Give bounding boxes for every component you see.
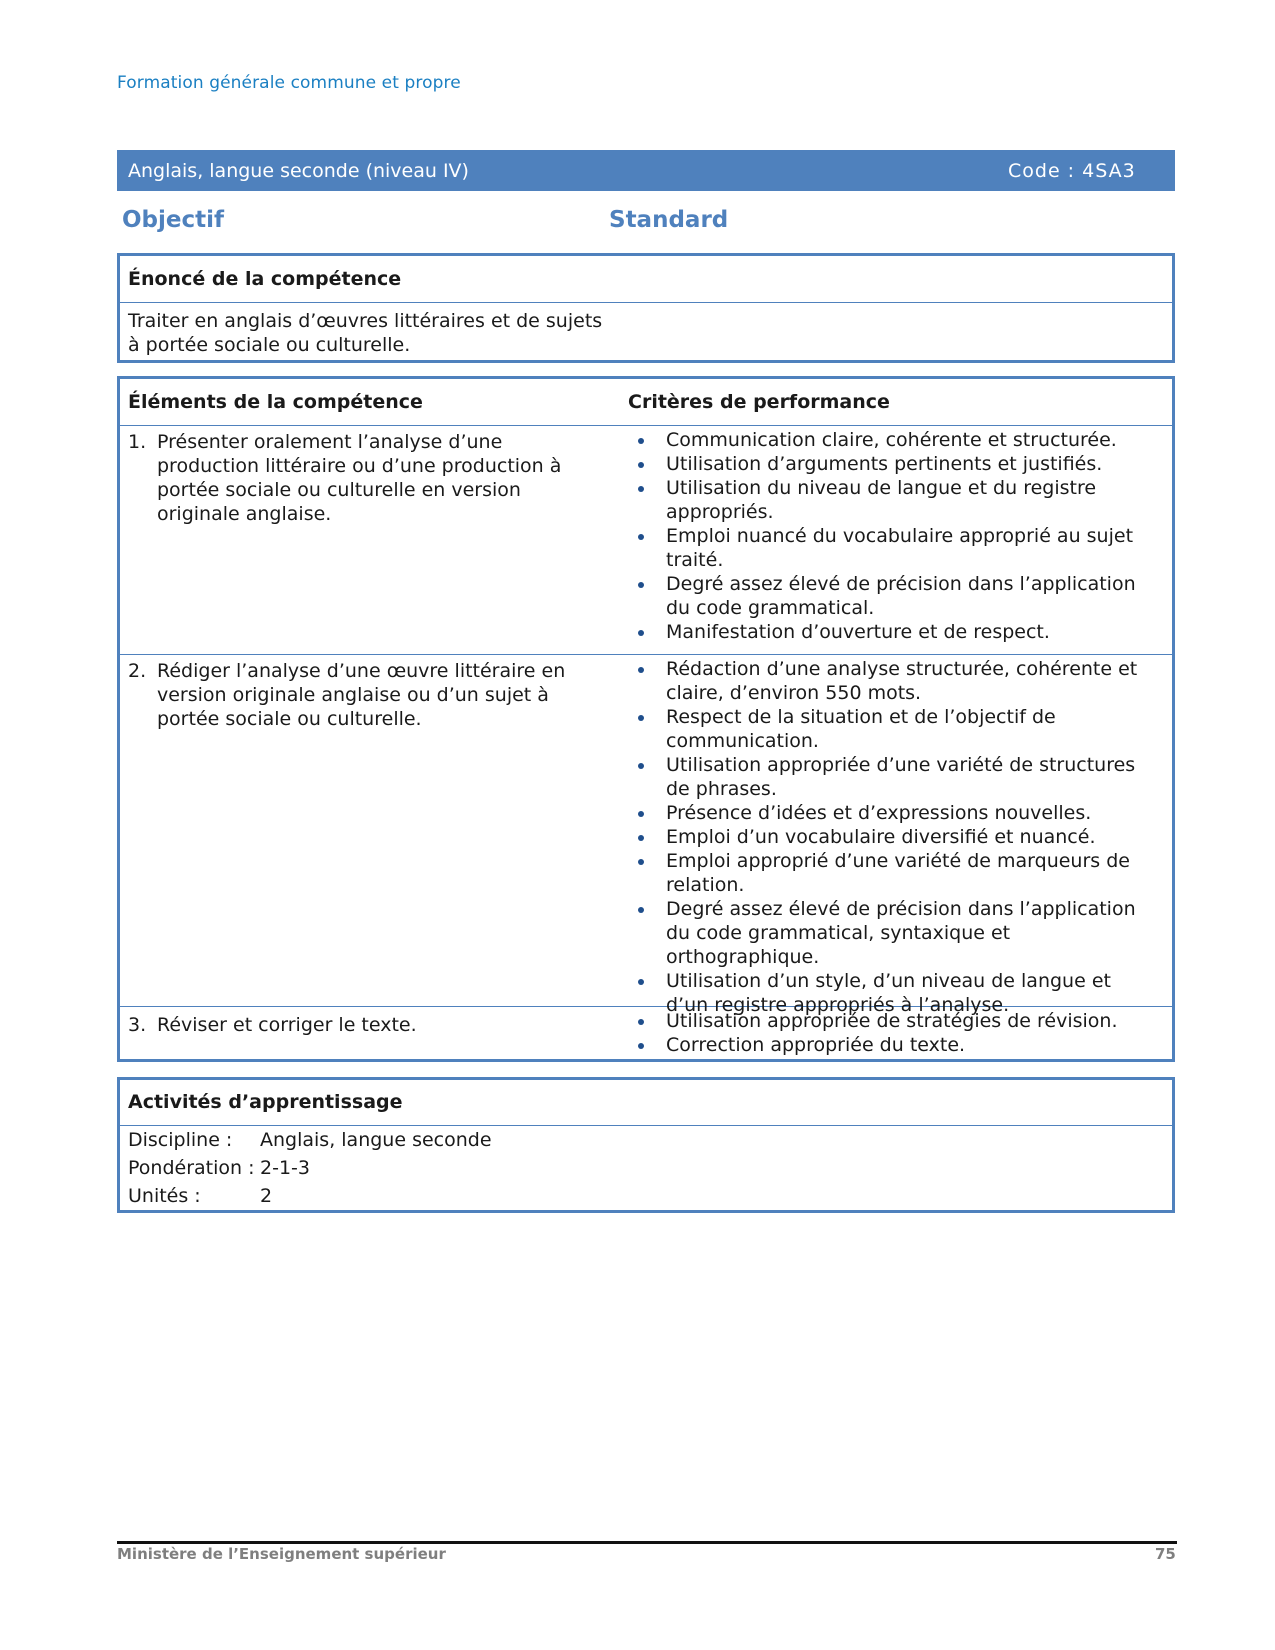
footer-divider (117, 1541, 1177, 1544)
enonce-heading: Énoncé de la compétence (120, 256, 1172, 303)
page-number: 75 (1155, 1545, 1176, 1563)
criteria-item: Utilisation appropriée de stratégies de révision. (638, 1009, 1148, 1033)
bullet-icon (638, 763, 644, 769)
element-number: 2. (128, 660, 147, 682)
element-number: 3. (128, 1014, 147, 1036)
elements-table-header (120, 379, 1172, 426)
table-row (120, 1007, 1172, 1062)
ponderation-field (128, 1154, 1172, 1182)
bullet-icon (638, 438, 644, 444)
objectif-heading: Objectif (122, 207, 225, 233)
bullet-icon (638, 715, 644, 721)
enonce-box (117, 253, 1175, 363)
criteria-item: Utilisation d’arguments pertinents et justifiés. (638, 452, 1148, 476)
field-value: Anglais, langue seconde (260, 1129, 492, 1151)
element-number: 1. (128, 431, 147, 453)
elements-table (117, 376, 1175, 1062)
field-label: Unités : (128, 1185, 201, 1207)
bullet-icon (638, 859, 644, 865)
bullet-icon (638, 462, 644, 468)
activites-fields (120, 1126, 1172, 1210)
criteria-item: Communication claire, cohérente et structurée. (638, 428, 1148, 452)
table-row (120, 655, 1172, 1016)
section-headings (117, 207, 1175, 243)
field-value: 2 (260, 1185, 273, 1207)
field-label: Discipline : (128, 1129, 233, 1151)
criteria-list (638, 657, 1148, 1017)
unites-field (128, 1182, 1172, 1210)
bullet-icon (638, 811, 644, 817)
bullet-icon (638, 630, 644, 636)
course-code: Code : 4SA3 (1008, 160, 1136, 182)
field-value: 2-1-3 (260, 1157, 310, 1179)
criteria-item: Respect de la situation et de l’objectif de communication. (638, 705, 1148, 753)
bullet-icon (638, 907, 644, 913)
element-text: Présenter oralement l’analyse d’une production littéraire ou d’une production à portée sociale ou culturelle en version originale anglaise. (157, 431, 562, 525)
discipline-field (128, 1126, 1172, 1154)
criteria-item: Utilisation d’un style, d’un niveau de langue et d’un registre appropriés à l’analyse. (638, 969, 1148, 1017)
element-cell (128, 430, 598, 526)
bullet-icon (638, 667, 644, 673)
element-text: Réviser et corriger le texte. (157, 1014, 417, 1036)
bullet-icon (638, 486, 644, 492)
criteria-item: Degré assez élevé de précision dans l’application du code grammatical, syntaxique et orthographique. (638, 897, 1148, 969)
criteria-item: Rédaction d’une analyse structurée, cohérente et claire, d’environ 550 mots. (638, 657, 1148, 705)
criteria-item: Utilisation appropriée d’une variété de structures de phrases. (638, 753, 1148, 801)
element-cell (128, 659, 598, 731)
footer-publisher: Ministère de l’Enseignement supérieur (117, 1545, 446, 1563)
element-cell (128, 1013, 598, 1037)
criteria-item: Manifestation d’ouverture et de respect. (638, 620, 1148, 644)
enonce-text: Traiter en anglais d’œuvres littéraires et de sujets à portée sociale ou culturelle. (128, 310, 603, 356)
course-title-bar (117, 150, 1175, 191)
activites-heading: Activités d’apprentissage (120, 1080, 1172, 1126)
criteria-column-heading: Critères de performance (628, 391, 890, 413)
bullet-icon (638, 979, 644, 985)
criteria-item: Emploi nuancé du vocabulaire approprié au sujet traité. (638, 524, 1148, 572)
element-text: Rédiger l’analyse d’une œuvre littéraire en version originale anglaise ou d’un sujet à portée sociale ou culturelle. (157, 660, 566, 730)
bullet-icon (638, 1019, 644, 1025)
criteria-item: Présence d’idées et d’expressions nouvelles. (638, 801, 1148, 825)
criteria-item: Emploi d’un vocabulaire diversifié et nuancé. (638, 825, 1148, 849)
criteria-item: Correction appropriée du texte. (638, 1033, 1148, 1057)
criteria-list (638, 1009, 1148, 1057)
elements-column-heading: Éléments de la compétence (128, 391, 423, 413)
criteria-item: Emploi approprié d’une variété de marqueurs de relation. (638, 849, 1148, 897)
bullet-icon (638, 1043, 644, 1049)
table-row (120, 426, 1172, 655)
activites-box (117, 1077, 1175, 1213)
criteria-item: Utilisation du niveau de langue et du registre appropriés. (638, 476, 1148, 524)
bullet-icon (638, 534, 644, 540)
standard-heading: Standard (609, 207, 729, 233)
field-label: Pondération : (128, 1157, 255, 1179)
bullet-icon (638, 835, 644, 841)
criteria-list (638, 428, 1148, 644)
running-header: Formation générale commune et propre (117, 73, 461, 93)
course-title: Anglais, langue seconde (niveau IV) (128, 160, 469, 182)
bullet-icon (638, 582, 644, 588)
criteria-item: Degré assez élevé de précision dans l’application du code grammatical. (638, 572, 1148, 620)
